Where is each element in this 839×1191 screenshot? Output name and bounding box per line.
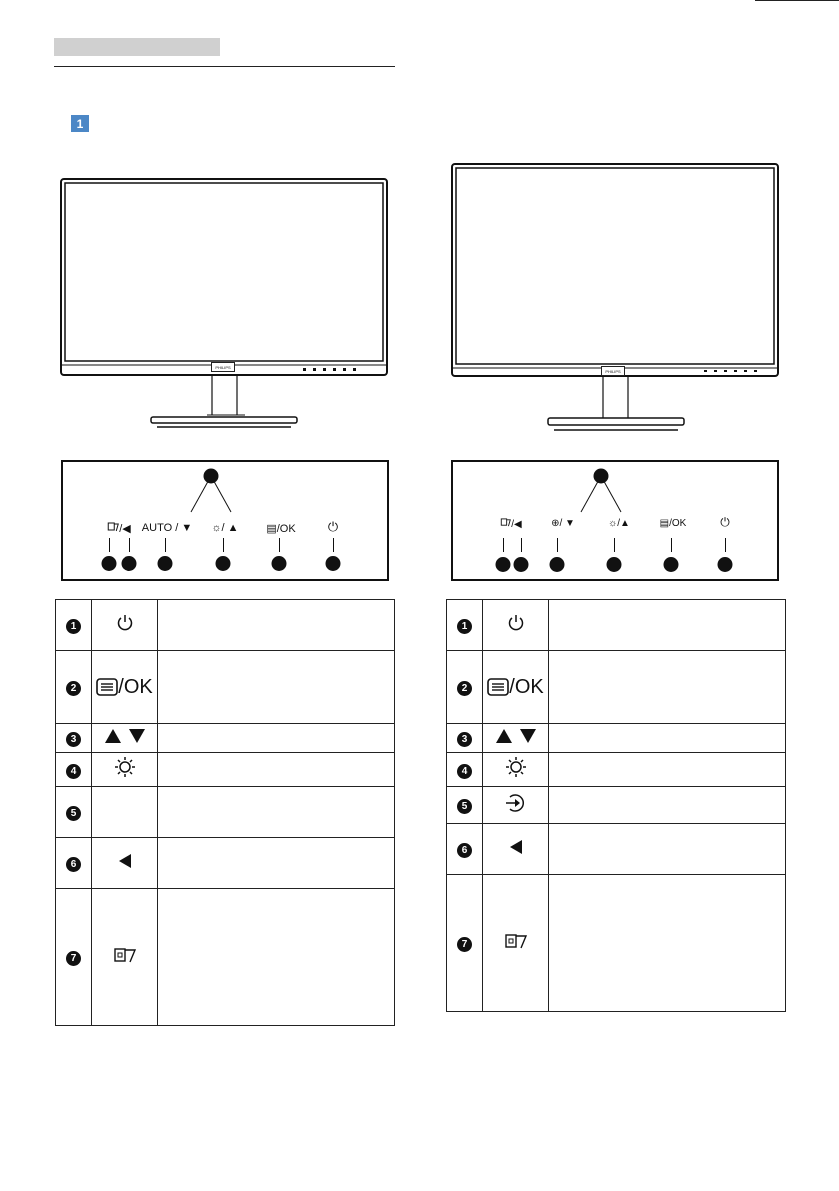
tick — [521, 538, 522, 552]
row-number: 6 — [457, 843, 472, 858]
input-icon — [505, 792, 527, 814]
auto-down-label: AUTO / ▼ — [141, 522, 193, 534]
row-number: 5 — [66, 806, 81, 821]
empty-icon-cell — [92, 787, 158, 838]
monitor-left-illustration — [55, 175, 395, 435]
ok-label: /OK — [509, 675, 544, 698]
ok-label: /OK — [118, 675, 153, 698]
row-number: 3 — [66, 732, 81, 747]
tick — [671, 538, 672, 552]
tick — [557, 538, 558, 552]
callout-dot — [496, 557, 511, 572]
control-panel-right — [451, 460, 779, 581]
row-number: 5 — [457, 799, 472, 814]
tick — [725, 538, 726, 552]
description-cell — [158, 889, 395, 1026]
description-cell — [549, 875, 786, 1012]
tick — [279, 538, 280, 552]
table-row — [56, 651, 395, 724]
power-icon — [116, 614, 134, 632]
description-cell — [158, 787, 395, 838]
table-row — [56, 600, 395, 651]
brightness-up-label: ☼/ ▲ — [211, 522, 239, 534]
controls-table-right — [446, 599, 786, 1012]
smartimage-icon — [113, 946, 137, 964]
callout-dot — [664, 557, 679, 572]
row-number: 1 — [457, 619, 472, 634]
power-icon: ⏻ — [720, 515, 730, 529]
callout-dot — [514, 557, 529, 572]
row-number: 7 — [66, 951, 81, 966]
smartimage-icon — [504, 932, 528, 950]
up-down-arrows-icon — [494, 728, 538, 744]
table-row — [56, 889, 395, 1026]
table-row — [447, 753, 786, 787]
smartimage-left-label: /◀ — [500, 518, 521, 530]
callout-dot — [102, 556, 117, 571]
tick — [129, 538, 130, 552]
callout-dot — [718, 557, 733, 572]
row-number: 7 — [457, 937, 472, 952]
callout-dot — [216, 556, 231, 571]
left-arrow-icon — [118, 853, 132, 869]
step-badge: 1 — [71, 115, 89, 132]
callout-dot — [607, 557, 622, 572]
power-icon: ⏻ — [327, 519, 339, 534]
description-cell — [549, 753, 786, 787]
callout-dot — [158, 556, 173, 571]
description-cell — [549, 724, 786, 753]
callout-dot — [272, 556, 287, 571]
brightness-icon — [505, 756, 527, 778]
table-row — [56, 838, 395, 889]
monitor-right-illustration — [448, 160, 788, 440]
brightness-up-label: ☼/▲ — [608, 518, 630, 529]
up-down-arrows-icon — [103, 728, 147, 744]
table-row — [447, 875, 786, 1012]
smartimage-icon — [500, 518, 511, 527]
page-top-rule — [755, 0, 839, 1]
power-icon — [507, 614, 525, 632]
tick — [333, 538, 334, 552]
philips-logo: PHILIPS — [601, 366, 625, 376]
description-cell — [549, 787, 786, 824]
control-panel-left — [61, 460, 389, 581]
tick — [109, 538, 110, 552]
row-number: 1 — [66, 619, 81, 634]
table-row — [56, 753, 395, 787]
row-number: 4 — [457, 764, 472, 779]
table-row — [56, 724, 395, 753]
table-row — [447, 651, 786, 724]
table-row — [447, 787, 786, 824]
description-cell — [549, 600, 786, 651]
tick — [503, 538, 504, 552]
brightness-icon — [114, 756, 136, 778]
table-row — [56, 787, 395, 838]
menu-ok-label: ▤/OK — [659, 518, 687, 529]
callout-dot — [326, 556, 341, 571]
tick — [165, 538, 166, 552]
menu-icon — [96, 678, 118, 696]
menu-icon — [487, 678, 509, 696]
tick — [223, 538, 224, 552]
smartimage-left-label: /◀ — [107, 522, 131, 535]
table-row — [447, 724, 786, 753]
row-number: 4 — [66, 764, 81, 779]
description-cell — [549, 824, 786, 875]
controls-table-left — [55, 599, 395, 1026]
callout-dot — [550, 557, 565, 572]
input-down-label: ⊕/ ▼ — [551, 518, 575, 529]
philips-logo: PHILIPS — [211, 362, 235, 372]
section-heading-bar — [54, 38, 220, 56]
callout-dot — [122, 556, 137, 571]
description-cell — [158, 724, 395, 753]
row-number: 6 — [66, 857, 81, 872]
description-cell — [549, 651, 786, 724]
row-number: 2 — [66, 681, 81, 696]
heading-rule — [54, 66, 395, 67]
row-number: 2 — [457, 681, 472, 696]
description-cell — [158, 838, 395, 889]
row-number: 3 — [457, 732, 472, 747]
table-row — [447, 600, 786, 651]
left-arrow-icon — [509, 839, 523, 855]
tick — [614, 538, 615, 552]
description-cell — [158, 600, 395, 651]
table-row — [447, 824, 786, 875]
description-cell — [158, 651, 395, 724]
description-cell — [158, 753, 395, 787]
smartimage-icon — [107, 522, 119, 532]
menu-ok-label: ▤/OK — [266, 523, 296, 535]
